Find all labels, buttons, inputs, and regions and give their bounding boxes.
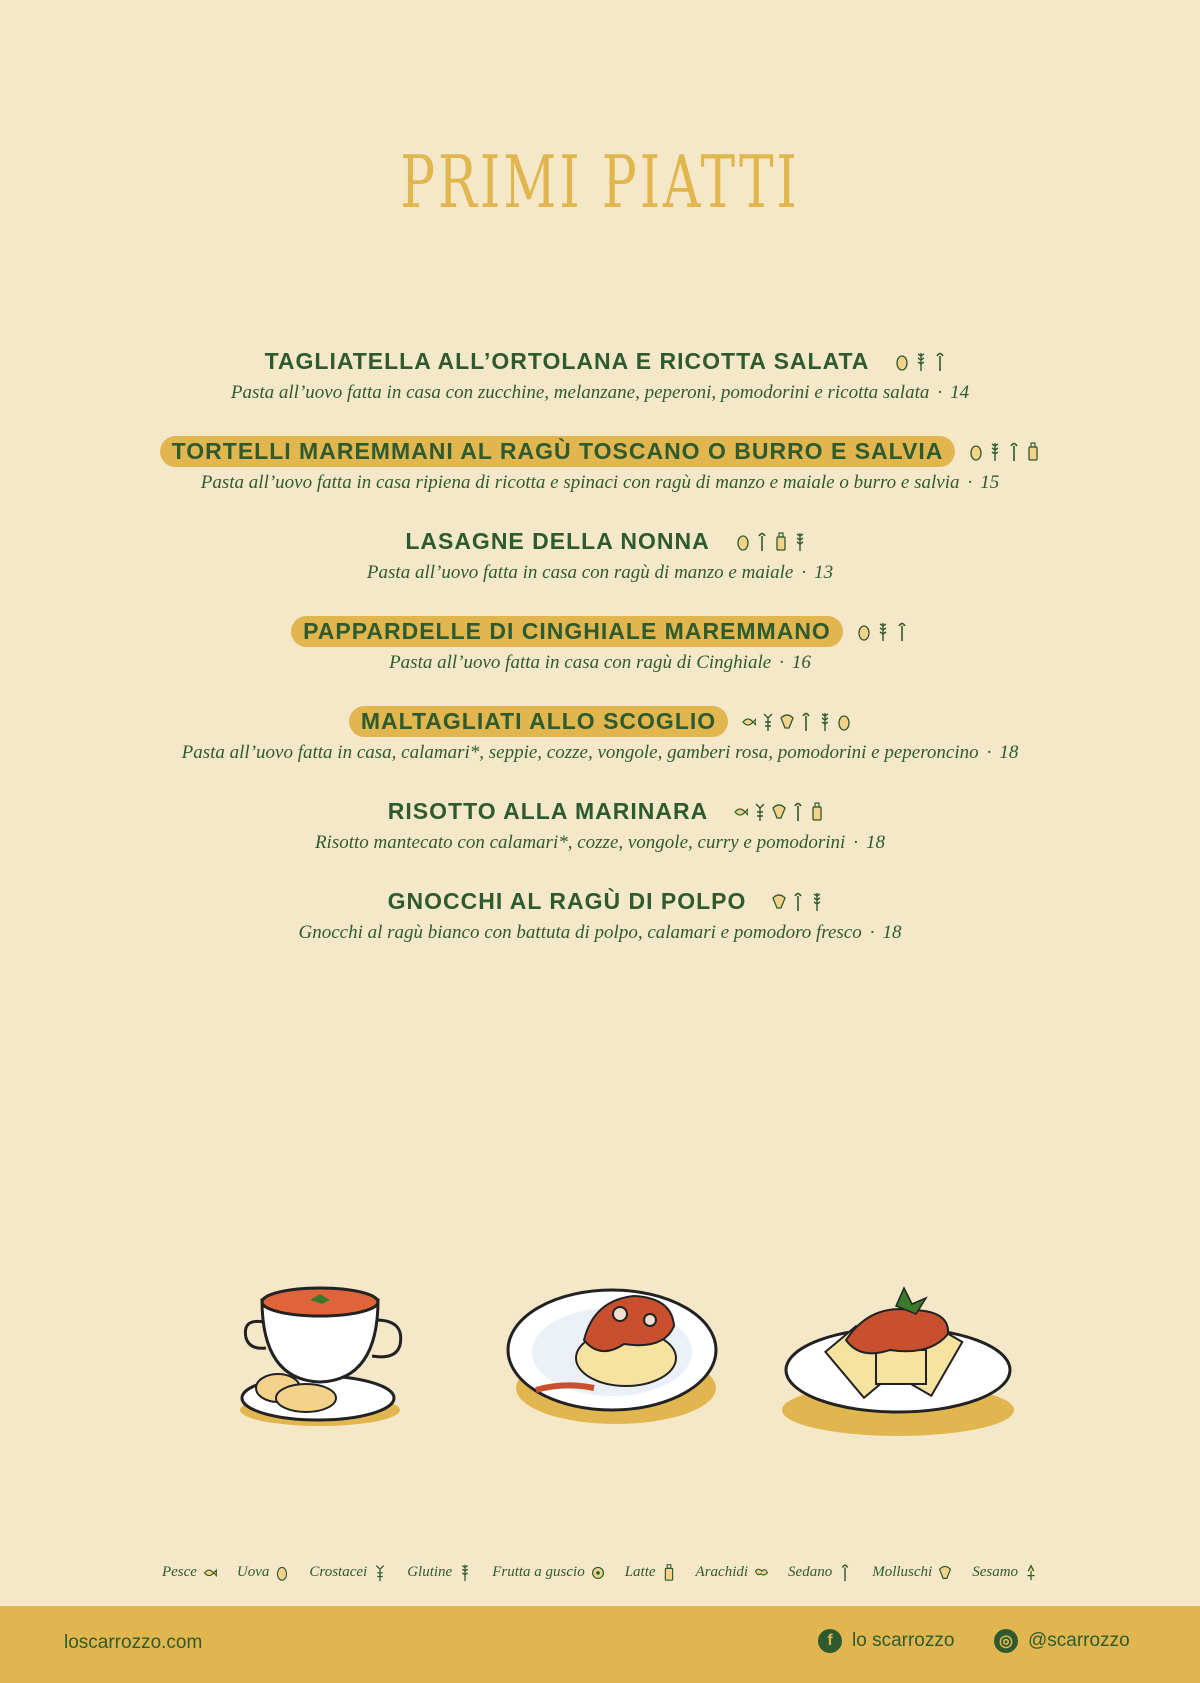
dish-description: Pasta all’uovo fatta in casa con ragù di manzo e maiale [366, 562, 794, 583]
sesame-icon [1024, 1562, 1038, 1582]
legend-item [872, 1562, 952, 1582]
mollusc-icon [772, 890, 786, 912]
celery-icon [838, 1562, 852, 1582]
website-link[interactable]: loscarrozzo.com [64, 1632, 203, 1653]
gluten-icon [876, 620, 890, 642]
dish-item [0, 795, 1200, 885]
celery-icon [791, 800, 805, 822]
legend-label: Sedano [788, 1563, 833, 1580]
dish-description: Risotto mantecato con calamari*, cozze, vongole, curry e pomodorini [314, 832, 846, 853]
milk-icon [662, 1562, 676, 1582]
dish-price: 18 [999, 742, 1019, 763]
penne-plate-illustration [780, 1270, 1020, 1440]
egg-icon [275, 1562, 289, 1582]
egg-icon [895, 350, 909, 372]
dish-header [291, 615, 909, 647]
dish-allergens [742, 710, 851, 732]
dish-allergens [734, 800, 824, 822]
celery-icon [1007, 440, 1021, 462]
facebook-icon: f [818, 1629, 842, 1653]
price-separator: · [937, 382, 943, 403]
dish-allergens [736, 530, 807, 552]
legend-label: Sesamo [972, 1563, 1019, 1580]
dish-description-line [0, 652, 1200, 674]
price-separator: · [779, 652, 784, 673]
legend-item [407, 1562, 472, 1582]
dish-header [160, 435, 1041, 467]
dish-description: Pasta all’uovo fatta in casa, calamari*, seppie, cozze, vongole, gamberi rosa, pomodorini e peperoncino [181, 742, 979, 763]
dish-header [349, 705, 851, 737]
fish-icon [734, 800, 748, 822]
dish-item [0, 435, 1200, 525]
mollusc-icon [938, 1562, 952, 1582]
price-separator: · [986, 742, 992, 763]
dish-description-line [0, 742, 1200, 764]
legend-item [237, 1562, 290, 1582]
dish-description-line [0, 832, 1200, 854]
egg-icon [736, 530, 750, 552]
legend-item [625, 1562, 676, 1582]
gluten-icon [988, 440, 1002, 462]
nuts-icon [591, 1562, 605, 1582]
dish-description-line [0, 382, 1200, 404]
peanut-icon [754, 1562, 768, 1582]
dish-price: 18 [882, 922, 902, 943]
dish-item [0, 345, 1200, 435]
price-separator: · [967, 472, 973, 493]
dish-name: MALTAGLIATI ALLO SCOGLIO [349, 706, 728, 737]
mollusc-icon [772, 800, 786, 822]
crustacean-icon [761, 710, 775, 732]
dish-name: TAGLIATELLA ALL’ORTOLANA E RICOTTA SALATA [264, 347, 870, 374]
dish-price: 14 [950, 382, 970, 403]
soup-bowl-illustration [240, 1270, 420, 1430]
dish-price: 18 [866, 832, 886, 853]
legend-item [162, 1562, 217, 1582]
price-separator: · [801, 562, 807, 583]
egg-icon [857, 620, 871, 642]
gluten-icon [818, 710, 832, 732]
legend-label: Uova [236, 1563, 270, 1580]
legend-item [972, 1562, 1038, 1582]
dish-description: Pasta all’uovo fatta in casa con ragù di Cinghiale [389, 652, 772, 673]
dish-name: GNOCCHI AL RAGÙ DI POLPO [387, 887, 747, 914]
legend-label: Molluschi [872, 1563, 933, 1580]
legend-label: Latte [624, 1563, 656, 1580]
dish-header [376, 795, 824, 827]
dish-allergens [857, 620, 909, 642]
gluten-icon [458, 1562, 472, 1582]
milk-icon [810, 800, 824, 822]
celery-icon [799, 710, 813, 732]
legend-label: Glutine [407, 1563, 453, 1580]
spaghetti-plate-illustration [504, 1270, 724, 1430]
dish-description: Pasta all’uovo fatta in casa ripiena di ricotta e spinaci con ragù di manzo e maiale o burro e salvia [200, 472, 960, 493]
legend-item [788, 1562, 852, 1582]
dish-description: Gnocchi al ragù bianco con battuta di polpo, calamari e pomodoro fresco [298, 922, 862, 943]
dish-header [393, 525, 806, 557]
facebook-link[interactable] [818, 1629, 954, 1653]
instagram-handle: @scarrozzo [1028, 1630, 1130, 1651]
dish-price: 13 [814, 562, 834, 583]
gluten-icon [810, 890, 824, 912]
dish-description: Pasta all’uovo fatta in casa con zucchine, melanzane, peperoni, pomodorini e ricotta salata [230, 382, 930, 403]
dish-allergens [969, 440, 1040, 462]
dish-item [0, 705, 1200, 795]
price-separator: · [869, 922, 875, 943]
dish-price: 15 [980, 472, 1000, 493]
celery-icon [755, 530, 769, 552]
celery-icon [933, 350, 947, 372]
price-separator: · [853, 832, 859, 853]
milk-icon [1026, 440, 1040, 462]
gluten-icon [914, 350, 928, 372]
illustrations [240, 1270, 1020, 1450]
milk-icon [774, 530, 788, 552]
dish-name: TORTELLI MAREMMANI AL RAGÙ TOSCANO O BURRO E SALVIA [160, 436, 956, 467]
dish-allergens [772, 890, 824, 912]
dish-description-line [0, 472, 1200, 494]
dish-price: 16 [791, 652, 811, 673]
allergen-legend [0, 1562, 1200, 1582]
celery-icon [791, 890, 805, 912]
dish-description-line [0, 562, 1200, 584]
legend-label: Crostacei [309, 1563, 368, 1580]
egg-icon [837, 710, 851, 732]
celery-icon [895, 620, 909, 642]
footer [0, 1606, 1200, 1683]
instagram-link[interactable] [994, 1629, 1130, 1653]
dish-allergens [895, 350, 947, 372]
dish-name: LASAGNE DELLA NONNA [405, 527, 710, 554]
dish-item [0, 885, 1200, 975]
legend-item [696, 1562, 769, 1582]
legend-item [492, 1562, 605, 1582]
fish-icon [742, 710, 756, 732]
page-title: PRIMI PIATTI [400, 140, 800, 224]
mollusc-icon [780, 710, 794, 732]
legend-label: Arachidi [695, 1563, 749, 1580]
dish-header [253, 345, 948, 377]
legend-label: Pesce [161, 1563, 197, 1580]
dish-name: PAPPARDELLE DI CINGHIALE MAREMMANO [291, 616, 843, 647]
egg-icon [969, 440, 983, 462]
legend-item [309, 1562, 387, 1582]
dish-item [0, 525, 1200, 615]
dish-description-line [0, 922, 1200, 944]
dish-item [0, 615, 1200, 705]
dish-list [0, 345, 1200, 975]
instagram-icon: ◎ [994, 1629, 1018, 1653]
fish-icon [203, 1562, 217, 1582]
facebook-handle: lo scarrozzo [852, 1630, 955, 1651]
crustacean-icon [373, 1562, 387, 1582]
crustacean-icon [753, 800, 767, 822]
gluten-icon [793, 530, 807, 552]
dish-name: RISOTTO ALLA MARINARA [387, 797, 709, 824]
dish-header [376, 885, 825, 917]
legend-label: Frutta a guscio [492, 1563, 585, 1580]
